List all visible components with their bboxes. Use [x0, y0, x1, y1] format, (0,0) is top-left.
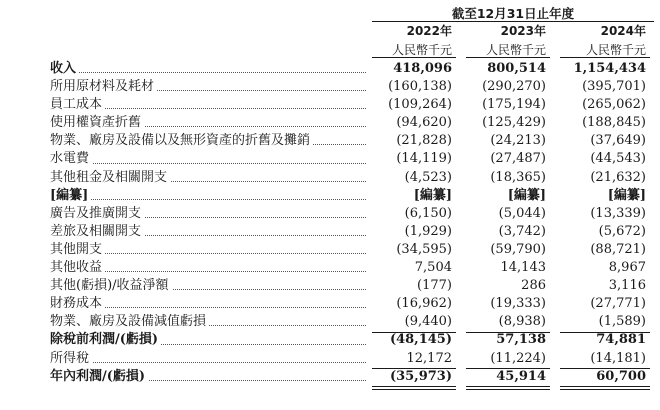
row-value: (88,721) — [590, 241, 646, 257]
subtotal-rule — [466, 332, 550, 333]
table-row — [0, 223, 660, 241]
total-double-rule — [466, 386, 550, 387]
row-value: (5,044) — [498, 205, 546, 221]
row-value: 12,172 — [406, 350, 452, 366]
leader-dots — [50, 72, 366, 73]
row-value: 7,504 — [414, 260, 452, 276]
row-value: (27,487) — [490, 151, 546, 167]
row-value: 45,914 — [496, 368, 546, 384]
subtotal-rule — [372, 368, 456, 369]
row-label-cell — [50, 60, 372, 78]
table-row — [0, 78, 660, 96]
row-value: (27,771) — [590, 296, 646, 312]
year-header-2023 — [466, 22, 546, 56]
table-row — [0, 169, 660, 187]
row-value: 74,881 — [596, 332, 646, 348]
table-row — [0, 259, 660, 277]
row-value: (37,649) — [590, 133, 646, 149]
row-value: (59,790) — [490, 241, 546, 257]
row-label-cell — [50, 78, 372, 96]
row-value: (160,138) — [388, 79, 452, 95]
row-label-cell — [50, 368, 372, 386]
leader-dots — [50, 163, 366, 164]
total-double-rule — [372, 389, 456, 390]
row-value: [編纂] — [507, 187, 546, 203]
row-label-cell — [50, 241, 372, 259]
table-row — [0, 132, 660, 150]
row-value: (188,845) — [582, 115, 646, 131]
table-row — [0, 350, 660, 368]
row-label-cell — [50, 313, 372, 331]
row-label: 物業、廠房及設備減值虧損 — [50, 314, 209, 329]
row-label-cell — [50, 331, 372, 349]
total-double-rule — [560, 386, 650, 387]
table-row — [0, 241, 660, 259]
row-value: (175,194) — [482, 97, 546, 113]
row-label: 員工成本 — [50, 97, 105, 112]
year-header-2024 — [560, 22, 646, 56]
table-row — [0, 313, 660, 331]
row-value: (14,119) — [396, 151, 452, 167]
row-label: [編纂] — [50, 188, 91, 203]
subtotal-rule — [560, 332, 650, 333]
row-label: 其他收益 — [50, 260, 105, 275]
row-label: 差旅及相關開支 — [50, 224, 144, 239]
year-header-2022 — [372, 22, 452, 56]
row-value: (5,672) — [598, 223, 646, 239]
row-value: 8,967 — [608, 260, 646, 276]
leader-dots — [50, 199, 366, 200]
row-label: 物業、廠房及設備以及無形資產的折舊及攤銷 — [50, 133, 313, 148]
unit-label: 人民幣千元 — [485, 43, 546, 57]
row-label-cell — [50, 96, 372, 114]
row-value: 14,143 — [500, 260, 546, 276]
row-value: (19,333) — [490, 296, 546, 312]
header-underline-2024 — [560, 57, 650, 58]
row-value: (109,264) — [388, 97, 452, 113]
row-label-cell — [50, 150, 372, 168]
table-row — [0, 96, 660, 114]
row-value: (48,145) — [389, 332, 452, 348]
row-value: (16,962) — [396, 296, 452, 312]
row-value: [編纂] — [413, 187, 452, 203]
row-label-cell — [50, 350, 372, 368]
row-value: [編纂] — [607, 187, 646, 203]
row-value: 3,116 — [608, 278, 646, 294]
row-label: 其他租金及相關開支 — [50, 170, 170, 185]
table-row — [0, 205, 660, 223]
total-double-rule — [466, 389, 550, 390]
row-value: (395,701) — [582, 79, 646, 95]
table-row — [0, 150, 660, 168]
row-label: 其他開支 — [50, 242, 105, 257]
row-label: 其他(虧損)/收益淨額 — [50, 278, 172, 293]
row-value: (125,429) — [482, 115, 546, 131]
row-value: (94,620) — [396, 115, 452, 131]
year-label: 2023年 — [500, 24, 546, 38]
subtotal-rule — [372, 332, 456, 333]
row-value: (34,595) — [396, 241, 452, 257]
row-label-cell — [50, 295, 372, 313]
row-label-cell — [50, 259, 372, 277]
year-label: 2022年 — [406, 24, 452, 38]
row-value: (21,632) — [590, 169, 646, 185]
table-row — [0, 295, 660, 313]
row-label: 年內利潤/(虧損) — [50, 369, 148, 384]
table-row — [0, 368, 660, 386]
total-double-rule — [372, 386, 456, 387]
year-label: 2024年 — [600, 24, 646, 38]
row-value: 286 — [521, 278, 546, 294]
table-row — [0, 187, 660, 205]
row-value: (4,523) — [404, 169, 452, 185]
row-value: (11,224) — [490, 350, 546, 366]
row-value: (1,929) — [404, 223, 452, 239]
row-label-cell — [50, 114, 372, 132]
row-label: 所得稅 — [50, 351, 92, 366]
row-label-cell — [50, 223, 372, 241]
unit-label: 人民幣千元 — [585, 43, 646, 57]
row-value: (35,973) — [389, 368, 452, 384]
row-value: (265,062) — [582, 97, 646, 113]
row-value: (21,828) — [396, 133, 452, 149]
row-label-cell — [50, 169, 372, 187]
income-statement-table — [0, 60, 660, 386]
row-value: (177) — [417, 278, 452, 294]
row-label: 水電費 — [50, 151, 92, 166]
table-row — [0, 114, 660, 132]
row-label: 所用原材料及耗材 — [50, 79, 157, 94]
row-value: (1,589) — [598, 314, 646, 330]
unit-label: 人民幣千元 — [391, 43, 452, 57]
row-value: 418,096 — [393, 61, 452, 76]
row-label: 財務成本 — [50, 296, 105, 311]
row-value: 57,138 — [496, 332, 546, 348]
row-value: (3,742) — [498, 223, 546, 239]
table-row — [0, 60, 660, 78]
row-value: (24,213) — [490, 133, 546, 149]
row-value: (14,181) — [590, 350, 646, 366]
row-label: 使用權資產折舊 — [50, 115, 144, 130]
row-label: 除稅前利潤/(虧損) — [50, 332, 161, 347]
table-row — [0, 277, 660, 295]
row-value: (44,543) — [590, 151, 646, 167]
row-label-cell — [50, 187, 372, 205]
row-label-cell — [50, 205, 372, 223]
table-row — [0, 331, 660, 349]
row-value: 800,514 — [487, 61, 546, 76]
row-value: 1,154,434 — [573, 61, 646, 76]
row-value: (9,440) — [404, 314, 452, 330]
row-label-cell — [50, 277, 372, 295]
row-label-cell — [50, 132, 372, 150]
header-underline-2022 — [372, 57, 456, 58]
row-value: (6,150) — [404, 205, 452, 221]
row-label: 廣告及推廣開支 — [50, 206, 144, 221]
period-header: 截至12月31日止年度 — [451, 6, 575, 21]
row-value: (8,938) — [498, 314, 546, 330]
row-value: (290,270) — [482, 79, 546, 95]
total-double-rule — [560, 389, 650, 390]
row-value: 60,700 — [596, 368, 646, 384]
leader-dots — [50, 362, 366, 363]
subtotal-rule — [560, 368, 650, 369]
row-value: (18,365) — [490, 169, 546, 185]
row-value: (13,339) — [590, 205, 646, 221]
subtotal-rule — [466, 368, 550, 369]
row-label: 收入 — [50, 61, 79, 76]
header-underline-2023 — [466, 57, 550, 58]
